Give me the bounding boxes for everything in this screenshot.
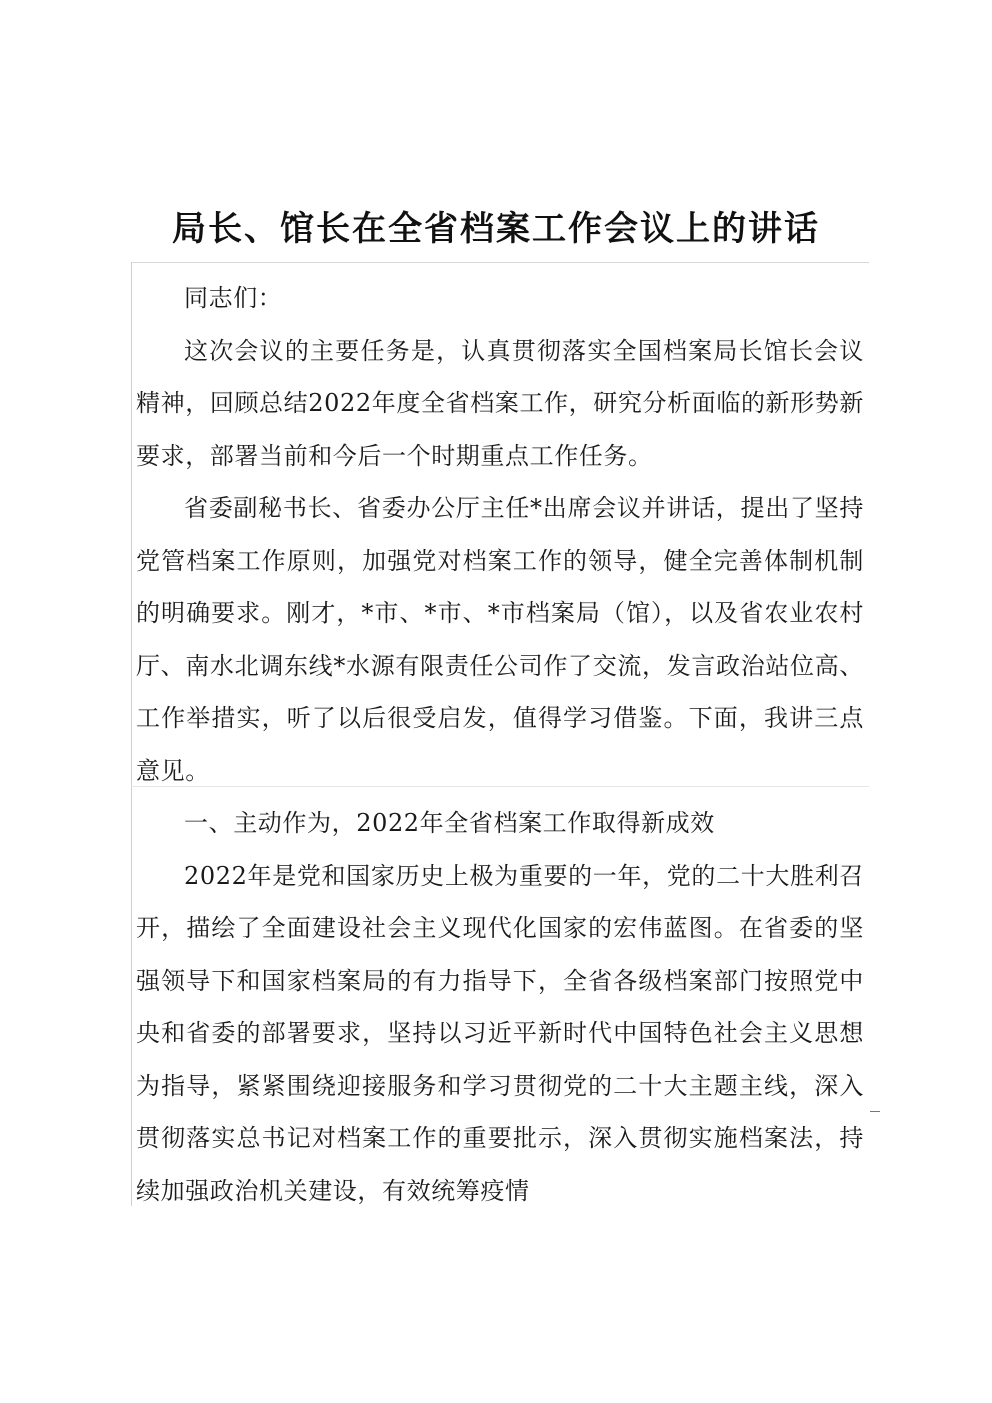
- paragraph-2022-review: 2022年是党和国家历史上极为重要的一年，党的二十大胜利召开，描绘了全面建设社会主义现代化国家的宏伟蓝图。在省委的坚强领导下和国家档案局的有力指导下，全省各级档案部门按照党中央和省委的部署要求，坚持以习近平新时代中国特色社会主义思想为指导，紧紧围绕迎接服务和学习贯彻党的二十大主题主线，深入贯彻落实总书记对档案工作的重要批示，深入贯彻实施档案法，持续加强政治机关建设，有效统筹疫情: [136, 861, 864, 1205]
- document-body: [136, 272, 864, 1217]
- frame-top-border: [131, 262, 869, 263]
- salutation: 同志们：: [184, 284, 283, 312]
- section-heading-1: 一、主动作为，2022年全省档案工作取得新成效: [184, 809, 715, 837]
- paragraph-meeting-tasks: 这次会议的主要任务是，认真贯彻落实全国档案局长馆长会议精神，回顾总结2022年度全省档案工作，研究分析面临的新形势新要求，部署当前和今后一个时期重点工作任务。: [136, 336, 864, 470]
- frame-left-border: [131, 262, 132, 1206]
- margin-mark: [870, 1111, 880, 1112]
- document-title: 局长、馆长在全省档案工作会议上的讲话: [172, 208, 820, 249]
- paragraph-leadership-remarks: 省委副秘书长、省委办公厅主任*出席会议并讲话，提出了坚持党管档案工作原则，加强党对档案工作的领导，健全完善体制机制的明确要求。刚才，*市、*市、*市档案局（馆），以及省农业农村厅、南水北调东线*水源有限责任公司作了交流，发言政治站位高、工作举措实，听了以后很受启发，值得学习借鉴。下面，我讲三点意见。: [136, 494, 864, 785]
